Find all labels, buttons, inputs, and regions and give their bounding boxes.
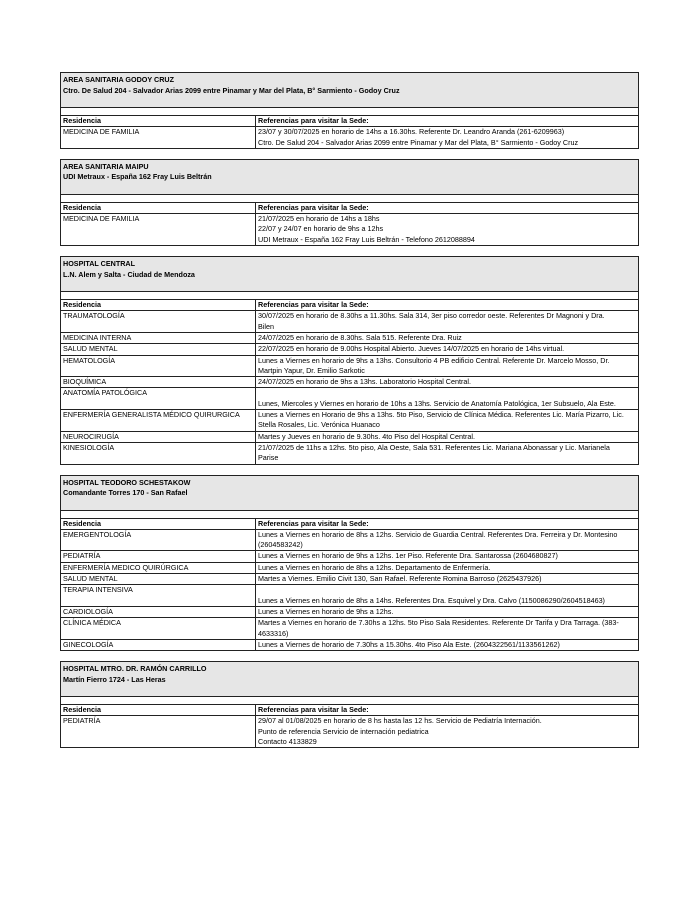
referencia-line: 30/07/2025 en horario de 8.30hs a 11.30hs. Sala 314, 3er piso corredor oeste. Referentes Dr Magnoni y Dra. — [258, 311, 605, 321]
section-header — [61, 257, 638, 292]
residencia-cell: TERAPIA INTENSIVA — [61, 585, 256, 606]
spacer-row — [61, 511, 638, 519]
document-body — [60, 72, 639, 758]
referencia-line: Lunes a Viernes en horario de 8hs a 12hs. Servicio de Guardia Central. Referentes Dra. Ferreira y Dr. Montesino — [258, 529, 618, 539]
table-header-row — [61, 519, 638, 530]
referencia-line: Martes a Viernes en horario de 7.30hs a 12hs. 5to Piso Sala Residentes. Referente Dr Tarifa y Dra Tarraga. (383- — [258, 618, 619, 628]
referencia-line: Martes y Jueves en horario de 9.30hs. 4to Piso del Hospital Central. — [258, 431, 475, 441]
table-row — [61, 311, 638, 333]
residencia-cell: PEDIATRÍA — [61, 551, 256, 561]
table-row — [61, 640, 638, 650]
blank-line — [258, 585, 636, 595]
referencia-line: Lunes a Viernes en Horario de 9hs a 13hs. 5to Piso, Servicio de Clínica Médica. Referentes Lic. María Pizarro, Lic. — [258, 410, 624, 420]
referencia-line: Lunes, Miercoles y Viernes en horario de 10hs a 13hs. Servicio de Anatomía Patológica, 1er Subsuelo, Ala Este. — [258, 398, 616, 408]
referencia-line: Parise — [258, 453, 279, 463]
column-header-residencia: Residencia — [61, 300, 256, 310]
referencia-line: (2604583242) — [258, 540, 303, 550]
table-row — [61, 618, 638, 640]
referencia-line: Ctro. De Salud 204 - Salvador Arias 2099 entre Pinamar y Mar del Plata, B° Sarmiento - Godoy Cruz — [258, 137, 579, 147]
referencias-cell — [256, 443, 638, 464]
referencias-cell — [256, 127, 638, 148]
referencias-cell — [256, 585, 638, 606]
section-address: Ctro. De Salud 204 - Salvador Arias 2099 entre Pinamar y Mar del Plata, B° Sarmiento - Godoy Cruz — [63, 85, 400, 95]
table-row — [61, 563, 638, 574]
table-row — [61, 607, 638, 618]
referencia-line: Lunes a Viernes en horario de 8hs a 12hs. Departamento de Enfermería. — [258, 562, 491, 572]
referencia-line: 21/07/2025 de 11hs a 12hs. 5to piso, Ala Oeste, Sala 531. Referentes Lic. Mariana Abonassar y Lic. Marianela — [258, 442, 610, 452]
residencia-cell: CARDIOLOGÍA — [61, 607, 256, 617]
referencia-line: Lunes a Viernes en horario de 8hs a 14hs. Referentes Dra. Esquivel y Dra. Calvo (1150086290/2604518463) — [258, 595, 605, 605]
referencia-line: Martes a Viernes. Emilio Civit 130, San Rafael. Referente Romina Barroso (2625437926) — [258, 574, 542, 584]
spacer-row — [61, 108, 638, 116]
column-header-residencia: Residencia — [61, 705, 256, 715]
section-header — [61, 662, 638, 697]
referencia-line: Punto de referencia Servicio de internación pediatrica — [258, 726, 429, 736]
referencia-line: 4633316) — [258, 628, 289, 638]
table-row — [61, 551, 638, 562]
column-header-residencia: Residencia — [61, 519, 256, 529]
table-row — [61, 333, 638, 344]
table-row — [61, 716, 638, 747]
residencia-cell: SALUD MENTAL — [61, 574, 256, 584]
table-header-row — [61, 116, 638, 127]
residencia-cell: MEDICINA INTERNA — [61, 333, 256, 343]
residencia-cell: ANATOMÍA PATOLÓGICA — [61, 388, 256, 409]
referencia-line: 22/07/2025 en horario de 9.00hs Hospital Abierto. Jueves 14/07/2025 en horario de 14hs virtual. — [258, 344, 565, 354]
referencias-cell — [256, 618, 638, 639]
residencia-cell: ENFERMERÍA MEDICO QUIRÚRGICA — [61, 563, 256, 573]
table-row — [61, 410, 638, 432]
referencia-line: Contacto 4133829 — [258, 736, 317, 746]
residencia-cell: HEMATOLOGÍA — [61, 356, 256, 377]
referencias-cell — [256, 333, 638, 343]
column-header-referencias: Referencias para visitar la Sede: — [258, 202, 369, 212]
table-row — [61, 530, 638, 552]
column-header-residencia: Residencia — [61, 203, 256, 213]
referencia-line: Martpin Yapur, Dr. Emilio Sarkotic — [258, 365, 365, 375]
spacer-row — [61, 697, 638, 705]
referencias-cell — [256, 311, 638, 332]
site-section — [60, 661, 639, 748]
referencia-line: Bilen — [258, 321, 274, 331]
referencias-cell — [256, 607, 638, 617]
section-header — [61, 73, 638, 108]
site-section — [60, 159, 639, 246]
referencia-line: Lunes a Viernes en horario de 9hs a 12hs. 1er Piso. Referente Dra. Santarossa (2604680827) — [258, 551, 558, 561]
blank-line — [258, 388, 636, 398]
referencias-cell — [256, 344, 638, 354]
referencia-line: 29/07 al 01/08/2025 en horario de 8 hs hasta las 12 hs. Servicio de Pediatría Internación. — [258, 716, 542, 726]
referencia-line: Lunes a Viernes en horario de 9hs a 13hs. Consultorio 4 PB edificio Central. Referente Dr. Marcelo Mosso, Dr. — [258, 355, 610, 365]
residencia-cell: GINECOLOGÍA — [61, 640, 256, 650]
column-header-referencias: Referencias para visitar la Sede: — [258, 300, 369, 310]
section-title: AREA SANITARIA MAIPU — [63, 161, 149, 171]
residencia-cell: EMERGENTOLOGÍA — [61, 530, 256, 551]
referencia-line: UDI Metraux - España 162 Fray Luis Beltrán - Telefono 2612088894 — [258, 234, 475, 244]
residencia-cell: NEUROCIRUGÍA — [61, 432, 256, 442]
referencia-line: 23/07 y 30/07/2025 en horario de 14hs a 16.30hs. Referente Dr. Leandro Aranda (261-6209963) — [258, 127, 565, 137]
referencia-line: Lunes a Viernes de horario de 7.30hs a 15.30hs. 4to Piso Ala Este. (2604322561/1133561262) — [258, 639, 560, 649]
referencias-cell — [256, 432, 638, 442]
referencias-cell — [256, 377, 638, 387]
section-address: Martín Fierro 1724 - Las Heras — [63, 674, 166, 684]
residencia-cell: PEDIATRÍA — [61, 716, 256, 747]
referencia-line: Lunes a Viernes en horario de 9hs a 12hs. — [258, 606, 394, 616]
column-header-residencia: Residencia — [61, 116, 256, 126]
referencia-line: 24/07/2025 en horario de 8.30hs. Sala 515. Referente Dra. Ruiz — [258, 332, 462, 342]
site-section — [60, 256, 639, 464]
section-title: HOSPITAL CENTRAL — [63, 259, 136, 269]
table-header-row — [61, 203, 638, 214]
referencia-line: Stella Rosales, Lic. Verónica Huanaco — [258, 420, 380, 430]
column-header-referencias: Referencias para visitar la Sede: — [258, 116, 369, 125]
section-address: Comandante Torres 170 - San Rafael — [63, 488, 188, 498]
residencia-cell: ENFERMERÍA GENERALISTA MÉDICO QUIRURGICA — [61, 410, 256, 431]
section-title: HOSPITAL MTRO. DR. RAMÓN CARRILLO — [63, 664, 207, 674]
table-row — [61, 443, 638, 464]
spacer-row — [61, 195, 638, 203]
table-row — [61, 214, 638, 245]
referencias-cell — [256, 214, 638, 245]
section-address: UDI Metraux - España 162 Fray Luis Beltrán — [63, 172, 212, 182]
referencia-line: 21/07/2025 en horario de 14hs a 18hs — [258, 214, 380, 224]
table-row — [61, 344, 638, 355]
referencias-cell — [256, 563, 638, 573]
table-row — [61, 432, 638, 443]
table-row — [61, 574, 638, 585]
table-row — [61, 356, 638, 378]
spacer-row — [61, 292, 638, 300]
residencia-cell: BIOQUÍMICA — [61, 377, 256, 387]
table-row — [61, 585, 638, 607]
table-row — [61, 127, 638, 148]
referencias-cell — [256, 574, 638, 584]
residencia-cell: MEDICINA DE FAMILIA — [61, 127, 256, 148]
section-header — [61, 160, 638, 195]
referencias-cell — [256, 530, 638, 551]
referencia-line: 24/07/2025 en horario de 9hs a 13hs. Laboratorio Hospital Central. — [258, 377, 471, 387]
referencia-line: 22/07 y 24/07 en horario de 9hs a 12hs — [258, 224, 384, 234]
section-header — [61, 476, 638, 511]
table-row — [61, 377, 638, 388]
referencias-cell — [256, 551, 638, 561]
section-title: HOSPITAL TEODORO SCHESTAKOW — [63, 477, 191, 487]
residencia-cell: MEDICINA DE FAMILIA — [61, 214, 256, 245]
referencias-cell — [256, 388, 638, 409]
table-header-row — [61, 705, 638, 716]
referencias-cell — [256, 356, 638, 377]
column-header-referencias: Referencias para visitar la Sede: — [258, 518, 369, 528]
section-address: L.N. Alem y Salta - Ciudad de Mendoza — [63, 269, 195, 279]
referencias-cell — [256, 410, 638, 431]
table-header-row — [61, 300, 638, 311]
residencia-cell: SALUD MENTAL — [61, 344, 256, 354]
section-title: AREA SANITARIA GODOY CRUZ — [63, 75, 175, 84]
residencia-cell: CLÍNICA MÉDICA — [61, 618, 256, 639]
table-row — [61, 388, 638, 410]
referencias-cell — [256, 716, 638, 747]
column-header-referencias: Referencias para visitar la Sede: — [258, 705, 369, 715]
site-section — [60, 72, 639, 149]
residencia-cell: TRAUMATOLOGÍA — [61, 311, 256, 332]
residencia-cell: KINESIOLOGÍA — [61, 443, 256, 464]
site-section — [60, 475, 639, 652]
referencias-cell — [256, 640, 638, 650]
